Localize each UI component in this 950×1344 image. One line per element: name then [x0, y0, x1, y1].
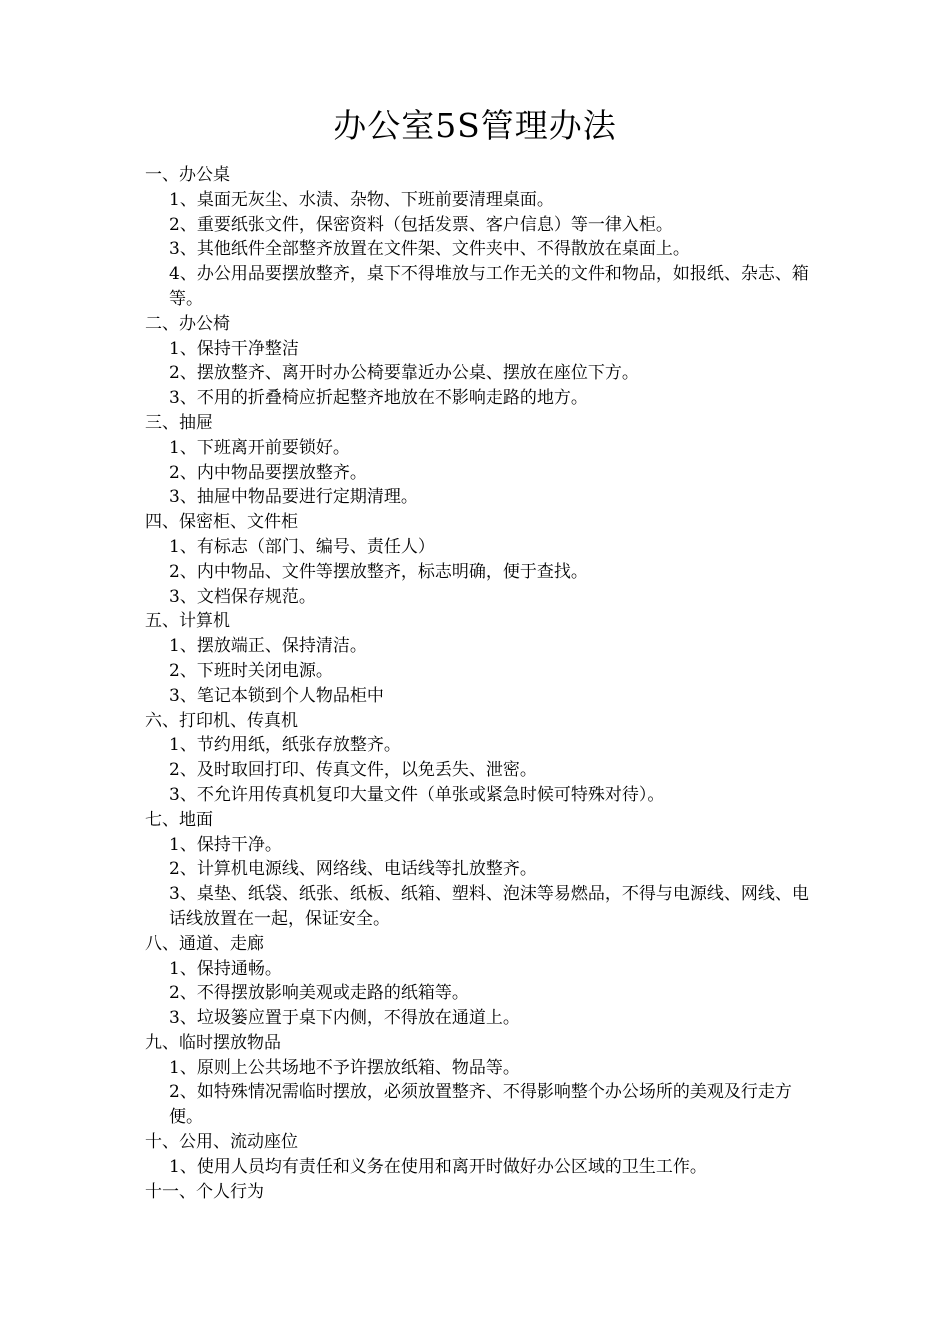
list-item: 2、摆放整齐、离开时办公椅要靠近办公桌、摆放在座位下方。	[169, 363, 639, 384]
section-heading: 六、打印机、传真机	[145, 710, 298, 731]
list-item: 1、保持干净整洁	[169, 338, 299, 359]
list-item: 1、保持通畅。	[169, 958, 282, 979]
section-heading: 九、临时摆放物品	[145, 1032, 281, 1053]
section-heading: 八、通道、走廊	[145, 933, 264, 954]
list-item: 2、重要纸张文件，保密资料（包括发票、客户信息）等一律入柜。	[169, 214, 673, 235]
section-1	[145, 163, 825, 312]
list-item: 2、不得摆放影响美观或走路的纸箱等。	[169, 983, 469, 1004]
list-item: 2、内中物品要摆放整齐。	[169, 462, 367, 483]
section-2	[145, 312, 825, 411]
section-heading: 三、抽屉	[145, 412, 213, 433]
section-heading: 七、地面	[145, 809, 213, 830]
document-body	[145, 163, 825, 1204]
section-heading: 四、保密柜、文件柜	[145, 512, 298, 533]
section-8	[145, 932, 825, 1031]
list-item: 1、使用人员均有责任和义务在使用和离开时做好办公区域的卫生工作。	[169, 1156, 707, 1177]
list-item: 3、不用的折叠椅应折起整齐地放在不影响走路的地方。	[169, 388, 588, 409]
section-3	[145, 411, 825, 510]
list-item: 3、其他纸件全部整齐放置在文件架、文件夹中、不得散放在桌面上。	[169, 239, 690, 260]
page-title: 办公室5S管理办法	[333, 106, 617, 145]
list-item: 1、摆放端正、保持清洁。	[169, 636, 367, 657]
section-7	[145, 808, 825, 932]
section-10	[145, 1130, 825, 1180]
section-6	[145, 709, 825, 808]
list-item: 1、下班离开前要锁好。	[169, 437, 350, 458]
list-item: 3、垃圾篓应置于桌下内侧，不得放在通道上。	[169, 1008, 520, 1029]
list-item: 2、下班时关闭电源。	[169, 660, 333, 681]
list-item: 3、笔记本锁到个人物品柜中	[169, 685, 384, 706]
list-item: 1、节约用纸，纸张存放整齐。	[169, 735, 401, 756]
list-item: 4、办公用品要摆放整齐，桌下不得堆放与工作无关的文件和物品，如报纸、杂志、箱等。	[169, 264, 809, 309]
section-4	[145, 510, 825, 609]
list-item: 2、如特殊情况需临时摆放，必须放置整齐、不得影响整个办公场所的美观及行走方便。	[169, 1082, 792, 1128]
section-11	[145, 1180, 825, 1205]
section-heading: 十、公用、流动座位	[145, 1132, 298, 1153]
list-item: 2、及时取回打印、传真文件，以免丢失、泄密。	[169, 760, 537, 781]
section-5	[145, 609, 825, 708]
list-item: 1、有标志（部门、编号、责任人）	[169, 536, 435, 557]
section-heading: 十一、个人行为	[145, 1181, 264, 1202]
list-item: 2、内中物品、文件等摆放整齐，标志明确，便于查找。	[169, 561, 588, 582]
section-9	[145, 1031, 825, 1130]
list-item: 3、桌垫、纸袋、纸张、纸板、纸箱、塑料、泡沫等易燃品，不得与电源线、网线、电话线放置在一起，保证安全。	[169, 884, 809, 929]
list-item: 1、保持干净。	[169, 834, 282, 855]
list-item: 2、计算机电源线、网络线、电话线等扎放整齐。	[169, 859, 537, 880]
list-item: 3、不允许用传真机复印大量文件（单张或紧急时候可特殊对待）。	[169, 784, 665, 805]
section-heading: 二、办公椅	[145, 313, 230, 334]
list-item: 1、桌面无灰尘、水渍、杂物、下班前要清理桌面。	[169, 189, 554, 210]
list-item: 1、原则上公共场地不予许摆放纸箱、物品等。	[169, 1057, 520, 1078]
list-item: 3、文档保存规范。	[169, 586, 316, 607]
section-heading: 一、办公桌	[145, 165, 230, 185]
list-item: 3、抽屉中物品要进行定期清理。	[169, 487, 418, 508]
section-heading: 五、计算机	[145, 611, 230, 632]
